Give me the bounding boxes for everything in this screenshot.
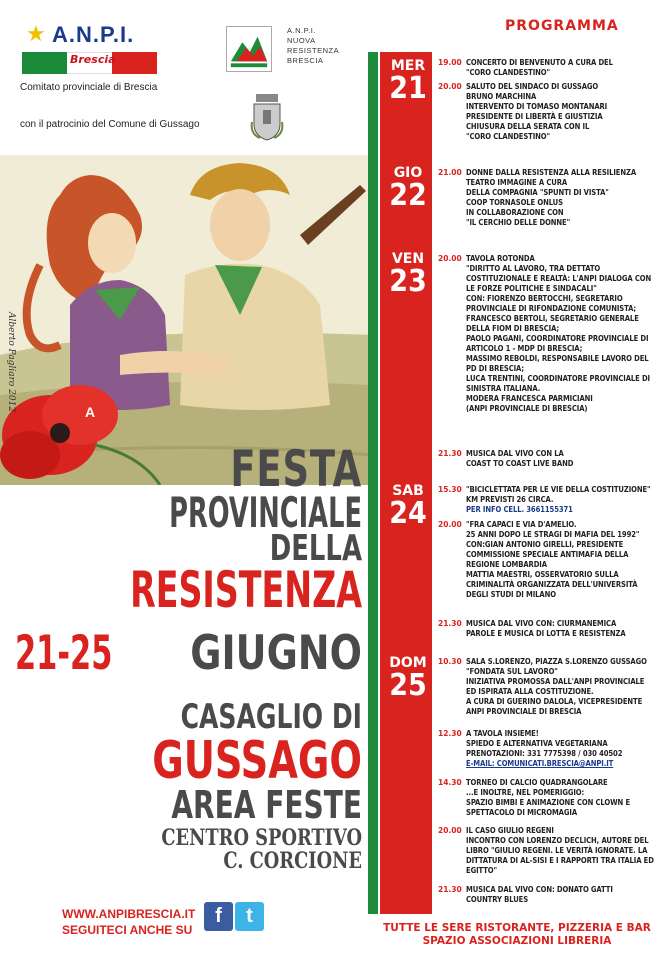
event-line: MASSIMO REBOLDI, RESPONSABILE LAVORO DEL	[466, 354, 649, 363]
event-line: LIBRO "GIULIO REGENI. LE VERITÀ IGNORATE. LA	[466, 846, 648, 855]
info-phone[interactable]: PER INFO CELL. 3661155371	[466, 505, 573, 514]
event-line: CON:GIAN ANTONIO GIRELLI, PRESIDENTE	[466, 540, 624, 549]
event-text	[466, 254, 666, 414]
event-text	[466, 885, 666, 905]
artist-signature: Alberto Pagliaro 2012	[6, 312, 16, 413]
nuova-resistenza-text	[287, 26, 339, 66]
day-number: 25	[389, 668, 427, 703]
event-time: 12.30	[438, 729, 462, 738]
event-text	[466, 520, 666, 600]
event-text	[466, 729, 666, 769]
event-line: REGIONE LOMBARDIA	[466, 560, 547, 569]
event-line: MUSICA DAL VIVO CON: CIURMANEMICA	[466, 619, 617, 628]
nuova-resistenza-logo	[226, 26, 272, 72]
event-line: "CORO CLANDESTINO"	[466, 132, 550, 141]
social-icons	[204, 902, 264, 931]
nr-line: A.N.P.I.	[287, 26, 316, 35]
event-text	[466, 82, 666, 142]
title-venue-area: AREA FESTE	[171, 783, 362, 827]
event-line: SPETTACOLO DI MICROMAGIA	[466, 808, 578, 817]
event-line: 25 ANNI DOPO LE STRAGI DI MAFIA DEL 1992"	[466, 530, 640, 539]
event-time: 20.00	[438, 826, 462, 835]
patrocinio-label: con il patrocinio del Comune di Gussago	[20, 119, 200, 130]
event-line: COMMISSIONE SPECIALE ANTIMAFIA DELLA	[466, 550, 629, 559]
event-line: MUSICA DAL VIVO CON LA	[466, 449, 564, 458]
facebook-icon[interactable]: f	[204, 902, 233, 931]
event-line: COAST TO COAST LIVE BAND	[466, 459, 574, 468]
event-line: MODERA FRANCESCA PARMICIANI	[466, 394, 593, 403]
day-number: 22	[389, 178, 427, 213]
follow-label: SEGUITECI ANCHE SU	[62, 923, 193, 937]
event-line: COUNTRY BLUES	[466, 895, 529, 904]
event-line: "DIRITTO AL LAVORO, TRA DETTATO	[466, 264, 601, 273]
title-place-line1: CASAGLIO DI	[180, 697, 362, 737]
event-line: SPIEDO E ALTERNATIVA VEGETARIANA	[466, 739, 608, 748]
event-line: INTERVENTO DI TOMASO MONTANARI	[466, 102, 608, 111]
event-line: MUSICA DAL VIVO CON: DONATO GATTI	[466, 885, 613, 894]
event-line: PRENOTAZIONI: 331 7775398 / 030 40502	[466, 749, 623, 758]
event-line: DEGLI STUDI DI MILANO	[466, 590, 556, 599]
anpi-logo-subtitle: Brescia	[70, 53, 116, 66]
event-line: SALUTO DEL SINDACO DI GUSSAGO	[466, 82, 599, 91]
event-text	[466, 168, 666, 228]
event-line: "CORO CLANDESTINO"	[466, 68, 550, 77]
twitter-icon[interactable]: t	[235, 902, 264, 931]
event-line: CHIUSURA DELLA SERATA CON IL	[466, 122, 590, 131]
event-line: (ANPI PROVINCIALE DI BRESCIA)	[466, 404, 588, 413]
title-della: DELLA	[269, 528, 362, 569]
poppy-letter: A	[85, 404, 96, 420]
event-line: A TAVOLA INSIEME!	[466, 729, 539, 738]
title-venue-corcione: C. CORCIONE	[223, 848, 362, 874]
event-line: COOP TORNASOLE ONLUS	[466, 198, 563, 207]
title-venue-centro: CENTRO SPORTIVO	[161, 825, 362, 851]
event-line: "BICICLETTATA PER LE VIE DELLA COSTITUZIONE"	[466, 485, 651, 494]
event-line: PROVINCIALE DI RIFONDAZIONE COMUNISTA;	[466, 304, 637, 313]
event-line: IL CASO GIULIO REGENI	[466, 826, 554, 835]
event-time: 19.00	[438, 58, 462, 67]
event-line: ANPI PROVINCIALE DI BRESCIA	[466, 707, 582, 716]
event-time: 15.30	[438, 485, 462, 494]
email-link[interactable]: E-MAIL: COMUNICATI.BRESCIA@ANPI.IT	[466, 759, 614, 768]
event-line: TORNEO DI CALCIO QUADRANGOLARE	[466, 778, 608, 787]
event-line: PD DI BRESCIA;	[466, 364, 525, 373]
event-text	[466, 778, 666, 818]
event-line: A CURA DI GUERINO DALOLA, VICEPRESIDENTE	[466, 697, 643, 706]
day-name: SAB	[392, 483, 424, 499]
comitato-label: Comitato provinciale di Brescia	[20, 82, 158, 93]
title-dates: 21-25	[15, 626, 113, 681]
day-label	[386, 59, 430, 104]
event-time: 21.30	[438, 619, 462, 628]
event-line: SINISTRA ITALIANA.	[466, 384, 541, 393]
event-line: ARTICOLO 1 - MDP DI BRESCIA;	[466, 344, 583, 353]
event-time: 14.30	[438, 778, 462, 787]
event-time: 20.00	[438, 82, 462, 91]
event-time: 21.30	[438, 449, 462, 458]
event-line: SALA S.LORENZO, PIAZZA S.LORENZO GUSSAGO	[466, 657, 647, 666]
day-name: VEN	[391, 251, 425, 267]
event-text	[466, 449, 666, 469]
event-line: SPAZIO BIMBI E ANIMAZIONE CON CLOWN E	[466, 798, 631, 807]
event-text	[466, 657, 666, 717]
day-label	[386, 252, 430, 297]
event-line: MATTIA MAESTRI, OSSERVATORIO SULLA	[466, 570, 619, 579]
gussago-coat-of-arms-icon	[250, 94, 284, 142]
event-line: "IL CERCHIO DELLE DONNE"	[466, 218, 571, 227]
title-month: GIUGNO	[190, 626, 362, 681]
title-festa: FESTA	[230, 440, 362, 498]
day-number: 23	[389, 264, 427, 299]
event-line: INIZIATIVA PROMOSSA DALL'ANPI PROVINCIALE	[466, 677, 645, 686]
event-line: ...E INOLTRE, NEL POMERIGGIO:	[466, 788, 585, 797]
event-time: 21.30	[438, 885, 462, 894]
day-name: MER	[390, 58, 426, 74]
event-line: FRANCESCO BERTOLI, SEGRETARIO GENERALE	[466, 314, 639, 323]
day-label	[386, 484, 430, 529]
event-line: EGITTO"	[466, 866, 497, 875]
event-line: BRUNO MARCHINA	[466, 92, 537, 101]
star-icon: ★	[26, 22, 46, 47]
event-text	[466, 58, 666, 78]
day-name: GIO	[393, 165, 423, 181]
day-label	[386, 166, 430, 211]
event-line: DONNE DALLA RESISTENZA ALLA RESILIENZA	[466, 168, 637, 177]
nr-line: RESISTENZA	[287, 46, 340, 55]
title-place-line2: GUSSAGO	[152, 731, 362, 791]
program-title: PROGRAMMA	[505, 18, 619, 34]
note-line: SPAZIO ASSOCIAZIONI LIBRERIA	[422, 935, 612, 947]
event-line: KM PREVISTI 26 CIRCA.	[466, 495, 554, 504]
day-number: 24	[389, 496, 427, 531]
event-line: DELLA FIOM DI BRESCIA;	[466, 324, 560, 333]
event-line: DELLA COMPAGNIA "SPUNTI DI VISTA"	[466, 188, 609, 197]
event-line: LUCA TRENTINI, COORDINATORE PROVINCIALE DI	[466, 374, 651, 383]
day-number: 21	[389, 71, 427, 106]
event-line: "FRA CAPACI E VIA D'AMELIO.	[466, 520, 577, 529]
event-line: CRIMINALITÀ ORGANIZZATA DELL'UNIVERSITÀ	[466, 580, 638, 589]
day-label	[386, 656, 430, 701]
event-text	[466, 485, 666, 515]
event-line: TEATRO IMMAGINE A CURA	[466, 178, 568, 187]
anpi-logo	[22, 20, 157, 78]
note-line: TUTTE LE SERE RISTORANTE, PIZZERIA E BAR	[383, 922, 651, 934]
partisans-illustration	[0, 155, 372, 485]
event-line: PAOLO PAGANI, COORDINATORE PROVINCIALE DI	[466, 334, 649, 343]
website-link[interactable]: WWW.ANPIBRESCIA.IT	[62, 907, 196, 921]
event-time: 20.00	[438, 254, 462, 263]
nr-line: NUOVA	[287, 36, 316, 45]
event-line: "FONDATA SUL LAVORO"	[466, 667, 558, 676]
event-line: INCONTRO CON LORENZO DECLICH, AUTORE DEL	[466, 836, 649, 845]
event-time: 10.30	[438, 657, 462, 666]
title-provinciale: PROVINCIALE	[169, 488, 362, 537]
event-text	[466, 826, 666, 876]
event-text	[466, 619, 666, 639]
event-line: CONCERTO DI BENVENUTO A CURA DEL	[466, 58, 613, 67]
event-time: 20.00	[438, 520, 462, 529]
event-line: PAROLE E MUSICA DI LOTTA E RESISTENZA	[466, 629, 626, 638]
green-stripe	[368, 52, 378, 914]
event-time: 21.00	[438, 168, 462, 177]
event-line: ED ISPIRATA ALLA COSTITUZIONE.	[466, 687, 594, 696]
evening-services-note	[372, 922, 662, 948]
event-line: TAVOLA ROTONDA	[466, 254, 535, 263]
title-resistenza: RESISTENZA	[130, 561, 362, 619]
event-line: CON: FIORENZO BERTOCCHI, SEGRETARIO	[466, 294, 623, 303]
event-line: COSTITUZIONALE E REALTÀ: L'ANPI DIALOGA CON	[466, 274, 652, 283]
event-line: DITTATURA DI AL-SISI E I RAPPORTI TRA ITALIA ED	[466, 856, 654, 865]
footer-links	[62, 906, 195, 938]
day-name: DOM	[389, 655, 427, 671]
nr-line: BRESCIA	[287, 56, 324, 65]
event-line: PRESIDENTE DI LIBERTÀ E GIUSTIZIA	[466, 112, 603, 121]
anpi-logo-text: A.N.P.I.	[52, 22, 135, 47]
event-line: LE FORZE POLITICHE E SINDACALI"	[466, 284, 597, 293]
event-line: IN COLLABORAZIONE CON	[466, 208, 564, 217]
